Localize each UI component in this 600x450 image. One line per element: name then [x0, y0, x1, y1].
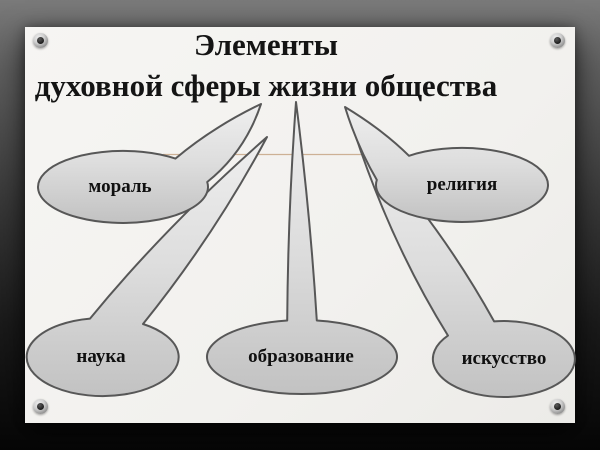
slide-title	[25, 24, 507, 106]
bubble-label-science: наука	[76, 346, 126, 367]
bubble-label-religion: религия	[426, 174, 498, 195]
slide-title-line1: Элементы	[194, 27, 338, 62]
bubble-label-education: образование	[248, 346, 354, 367]
bubble-label-moral: мораль	[88, 176, 152, 197]
religion-callout-shape	[345, 107, 548, 222]
bubble-label-art: искусство	[461, 348, 547, 369]
slide-title-line2: духовной сферы жизни общества	[34, 68, 498, 103]
